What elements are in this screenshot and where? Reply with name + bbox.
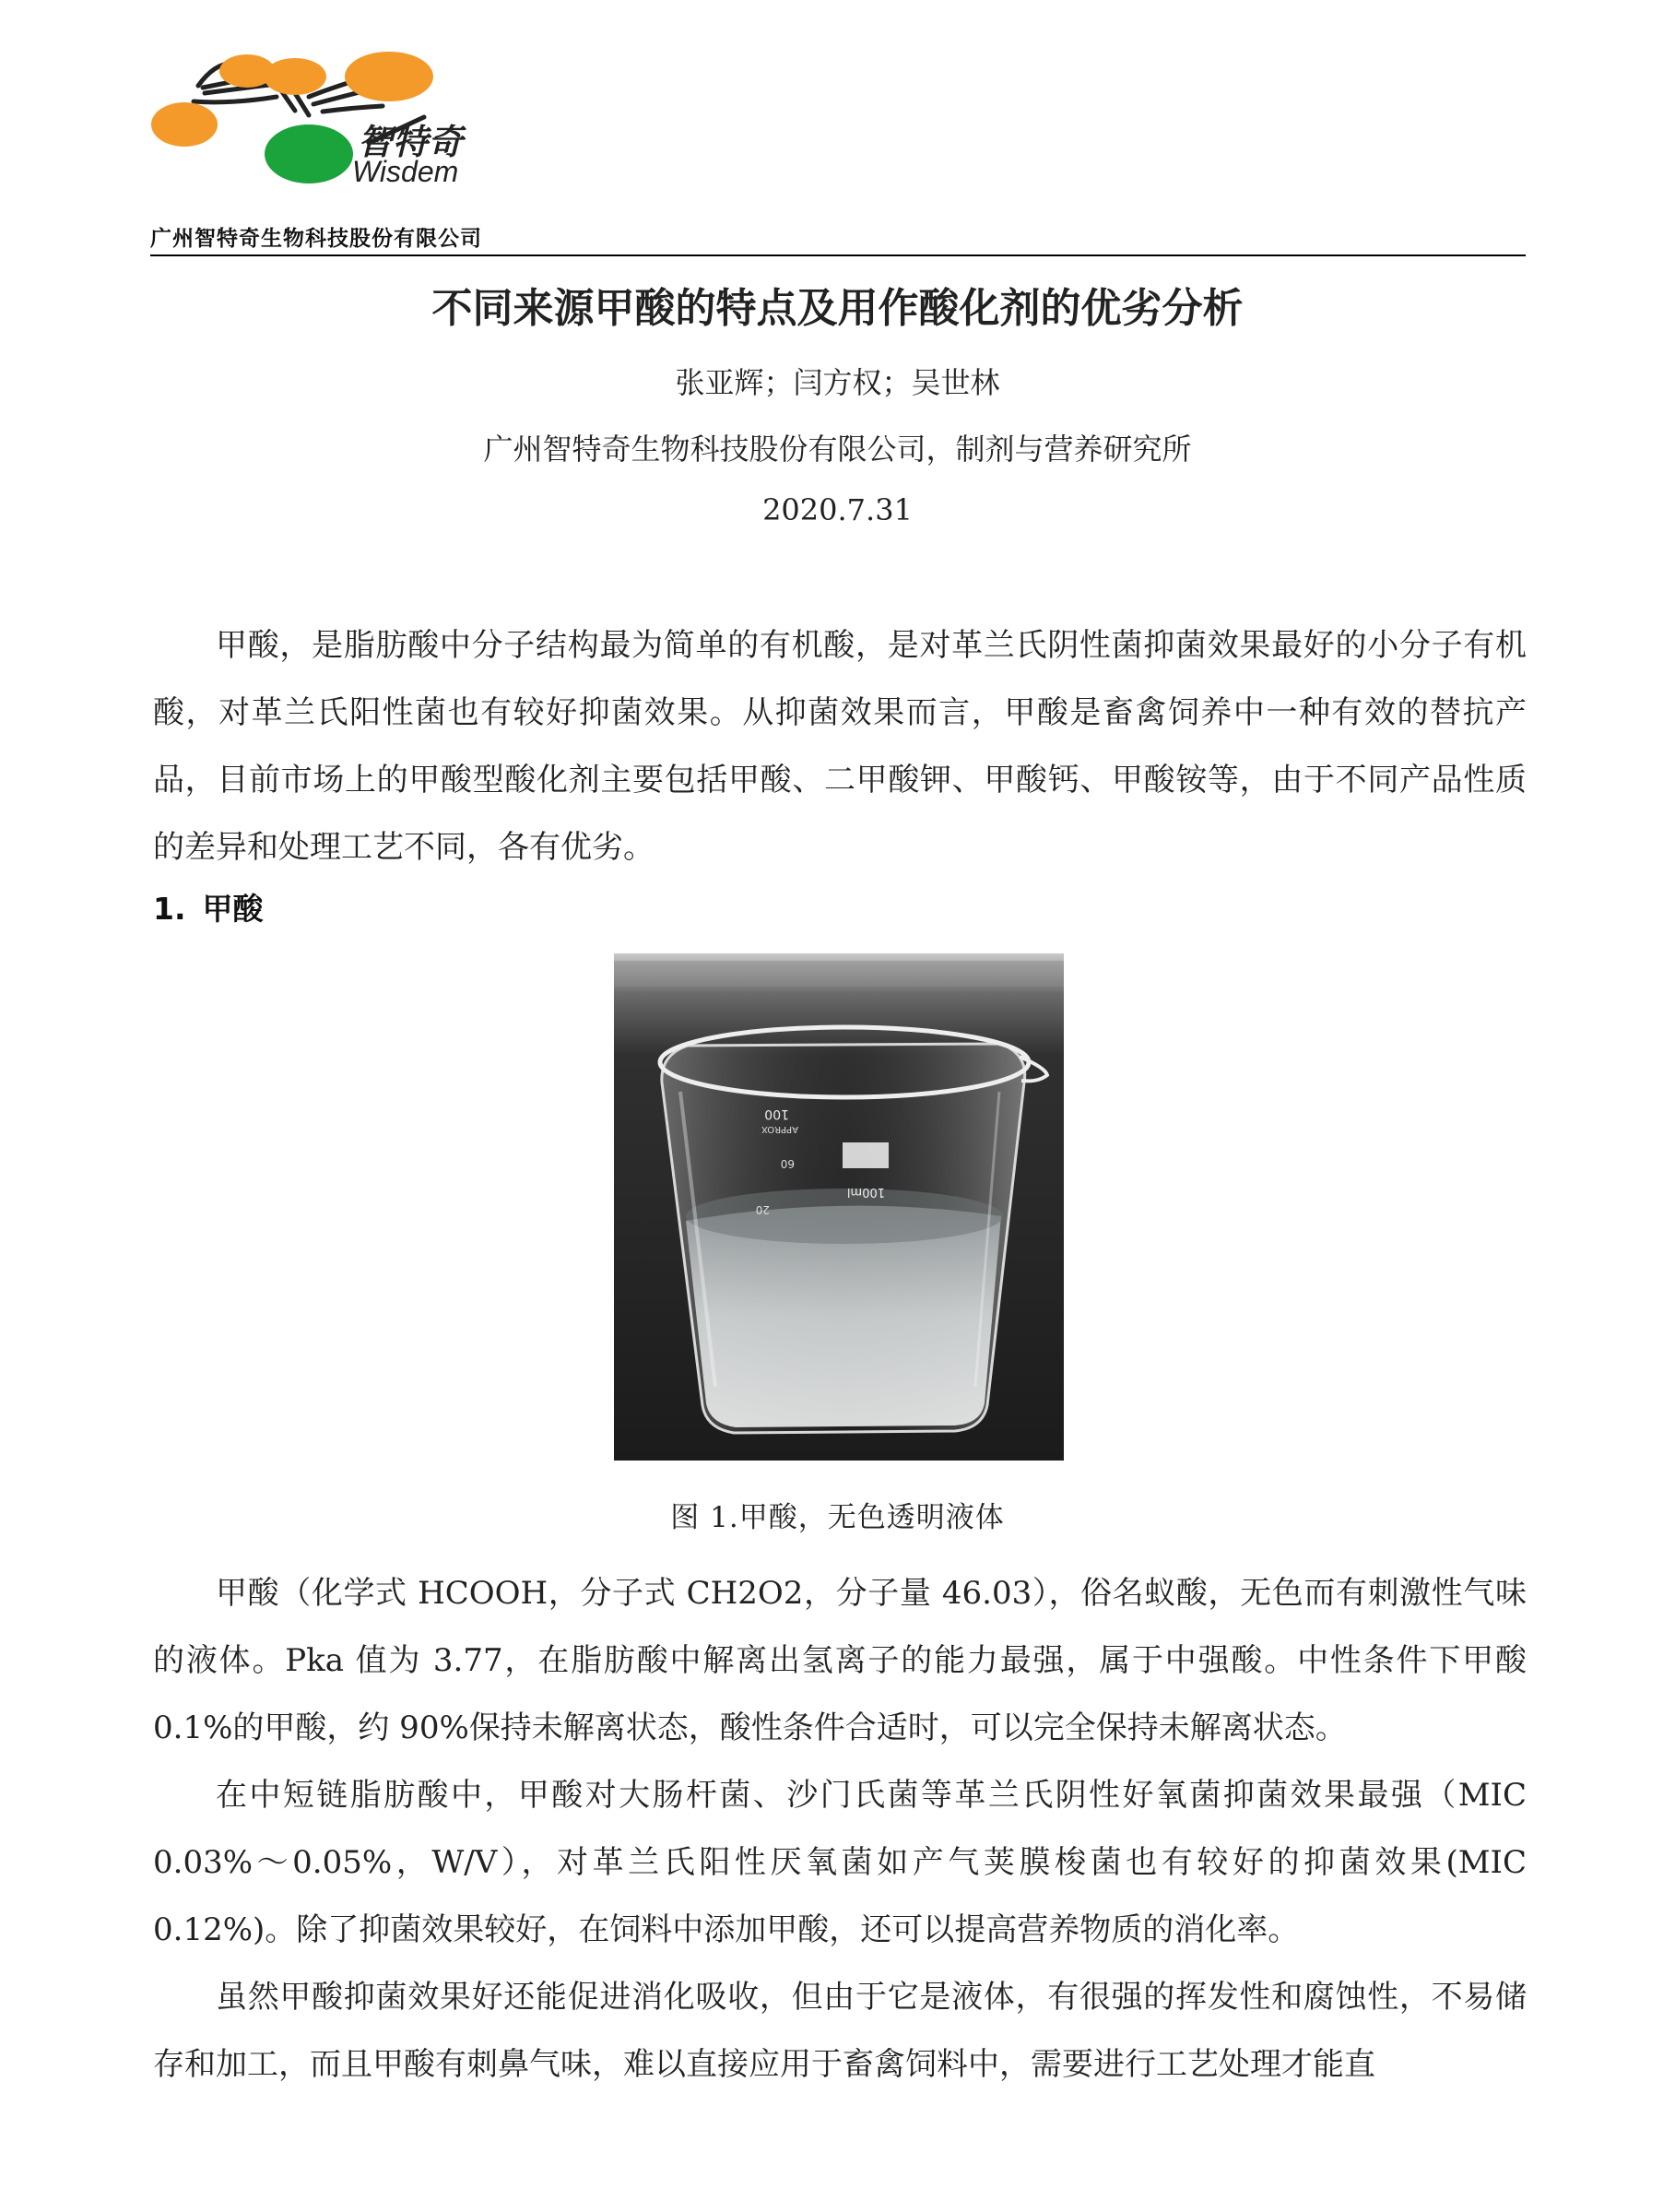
wisdem-logo bbox=[147, 51, 535, 198]
article-title: 不同来源甲酸的特点及用作酸化剂的优劣分析 bbox=[431, 285, 1244, 332]
intro-paragraph: 甲酸，是脂肪酸中分子结构最为简单的有机酸，是对革兰氏阴性菌抑菌效果最好的小分子有机酸，对革兰氏阳性菌也有较好抑菌效果。从抑菌效果而言，甲酸是畜禽饲养中一种有效的替抗产品，目前市场上的甲酸型酸化剂主要包括甲酸、二甲酸钾、甲酸钙、甲酸铵等，由于不同产品性质的差异和处理工艺不同，各有优劣。 bbox=[153, 627, 1527, 866]
body-paragraph: 虽然甲酸抑菌效果好还能促进消化吸收，但由于它是液体，有很强的挥发性和腐蚀性，不易储存和加工，而且甲酸有刺鼻气味，难以直接应用于畜禽饲料中，需要进行工艺处理才能直 bbox=[153, 1979, 1527, 2083]
formic-acid-photo bbox=[614, 953, 1064, 1461]
table-edge-highlight bbox=[614, 961, 1064, 987]
figure-caption: 图 1.甲酸，无色透明液体 bbox=[670, 1501, 1005, 1534]
beaker-mark-approx: APPROX bbox=[761, 1124, 798, 1134]
beaker-label-patch bbox=[843, 1142, 889, 1168]
logo-brand-cn: 智特奇 bbox=[358, 122, 464, 162]
company-header: 广州智特奇生物科技股份有限公司 bbox=[150, 227, 482, 251]
beaker-mark-20: 20 bbox=[755, 1203, 770, 1216]
logo-orange-dot-mid bbox=[264, 58, 326, 95]
section-title: 甲酸 bbox=[202, 891, 264, 927]
beaker-mark-100: 100 bbox=[764, 1106, 789, 1121]
logo-orange-dot-right bbox=[345, 52, 433, 101]
liquid-surface bbox=[686, 1189, 1003, 1244]
beaker-volume-label: 100ml bbox=[846, 1185, 885, 1199]
article-date: 2020.7.31 bbox=[762, 492, 913, 527]
logo-brand-en: Wisdem bbox=[352, 155, 459, 188]
article-authors: 张亚辉；闫方权；吴世林 bbox=[675, 365, 1000, 400]
section-heading bbox=[153, 885, 280, 929]
body-paragraph: 在中短链脂肪酸中，甲酸对大肠杆菌、沙门氏菌等革兰氏阴性好氧菌抑菌效果最强（MIC 0.03%～0.05%，W/V），对革兰氏阳性厌氧菌如产气荚膜梭菌也有较好的抑菌效果(MIC 0.12%)。除了抑菌效果较好，在饲料中添加甲酸，还可以提高营养物质的消化率。 bbox=[153, 1777, 1527, 1948]
beaker-mark-60: 60 bbox=[780, 1157, 795, 1170]
logo-green-dot bbox=[265, 124, 353, 183]
body-paragraph: 甲酸（化学式 HCOOH，分子式 CH2O2，分子量 46.03），俗名蚁酸，无色而有刺激性气味的液体。Pka 值为 3.77，在脂肪酸中解离出氢离子的能力最强，属于中强酸。中性条件下甲酸 0.1%的甲酸，约 90%保持未解离状态，酸性条件合适时，可以完全保持未解离状态。 bbox=[153, 1575, 1527, 1746]
article-affiliation: 广州智特奇生物科技股份有限公司，制剂与营养研究所 bbox=[483, 432, 1192, 467]
logo-orange-dot-left bbox=[151, 102, 218, 147]
section-number: 1. bbox=[153, 891, 186, 927]
header-divider bbox=[150, 254, 1526, 256]
